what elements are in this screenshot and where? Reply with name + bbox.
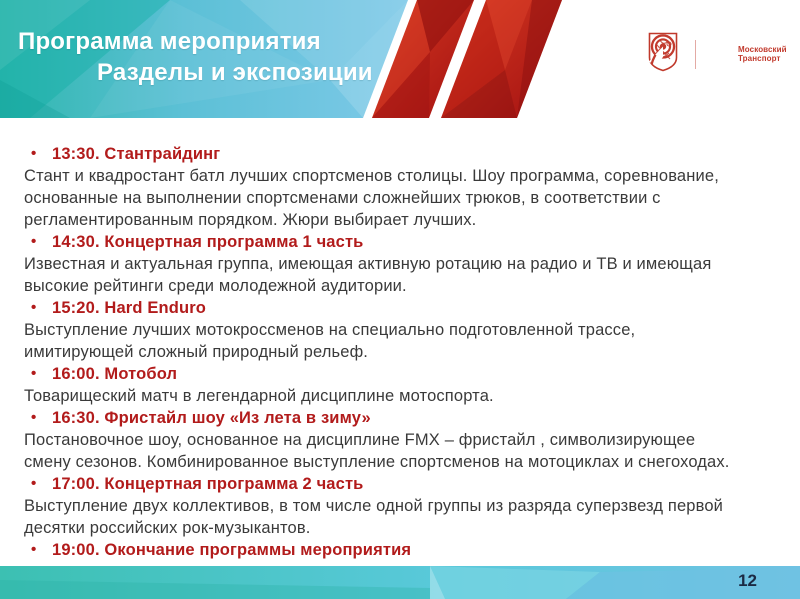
moscow-transport-label [738,45,787,63]
bullet-icon: • [31,409,37,426]
moscow-transport-label-line1: Московский [738,45,787,54]
page-title: Программа мероприятия [18,28,321,55]
item-heading [24,473,730,495]
page-number: 12 [738,571,757,590]
bullet-icon: • [31,365,37,382]
bullet-icon: • [31,475,37,492]
item-label: 16:00. Мотобол [52,365,178,383]
logo-area [648,32,788,78]
moscow-transport-icon [648,32,678,68]
list-item [24,407,730,473]
item-description: Стант и квадростант батл лучших спортсменов столицы. Шоу программа, соревнование, основанные на выполнении спортсменами сложнейших трюков, в соответствии с регламентированным порядком. Жюри выбирает лучших. [24,167,719,229]
list-item [24,231,730,297]
bullet-icon: • [31,299,37,316]
item-label: 16:30. Фристайл шоу «Из лета в зиму» [52,409,371,427]
item-label: 19:00. Окончание программы мероприятия [52,541,412,559]
item-heading [24,539,730,561]
bullet-icon: • [31,233,37,250]
page-subtitle: Разделы и экспозиции [97,59,373,86]
item-description: Товарищеский матч в легендарной дисциплине мотоспорта. [24,387,494,405]
item-description: Выступление лучших мотокроссменов на специально подготовленной трассе, имитирующей сложный природный рельеф. [24,321,636,361]
item-heading [24,231,730,253]
item-label: 13:30. Стантрайдинг [52,145,221,163]
bullet-icon: • [31,145,37,162]
item-heading [24,363,730,385]
item-description: Известная и актуальная группа, имеющая активную ротацию на радио и ТВ и имеющая высокие рейтинги среди молодежной аудитории. [24,255,712,295]
slide-header [0,0,800,118]
item-label: 17:00. Концертная программа 2 часть [52,475,364,493]
item-heading [24,407,730,429]
list-item [24,539,730,561]
footer-polygon-graphic [0,566,800,599]
list-item [24,143,730,231]
item-description: Постановочное шоу, основанное на дисциплине FMX – фристайл , символизирующее смену сезонов. Комбинированное выступление спортсменов на мотоциклах и снегоходах. [24,431,730,471]
program-list [24,143,730,561]
item-description: Выступление двух коллективов, в том числе одной группы из разряда суперзвезд первой десятки российских рок-музыкантов. [24,497,724,537]
item-heading [24,297,730,319]
list-item [24,473,730,539]
item-heading [24,143,730,165]
bullet-icon: • [31,541,37,558]
footer-band [0,566,800,599]
moscow-transport-label-line2: Транспорт [738,54,781,63]
item-label: 14:30. Концертная программа 1 часть [52,233,364,251]
list-item [24,363,730,407]
logo-divider [695,40,696,69]
list-item [24,297,730,363]
item-label: 15:20. Hard Enduro [52,299,206,317]
